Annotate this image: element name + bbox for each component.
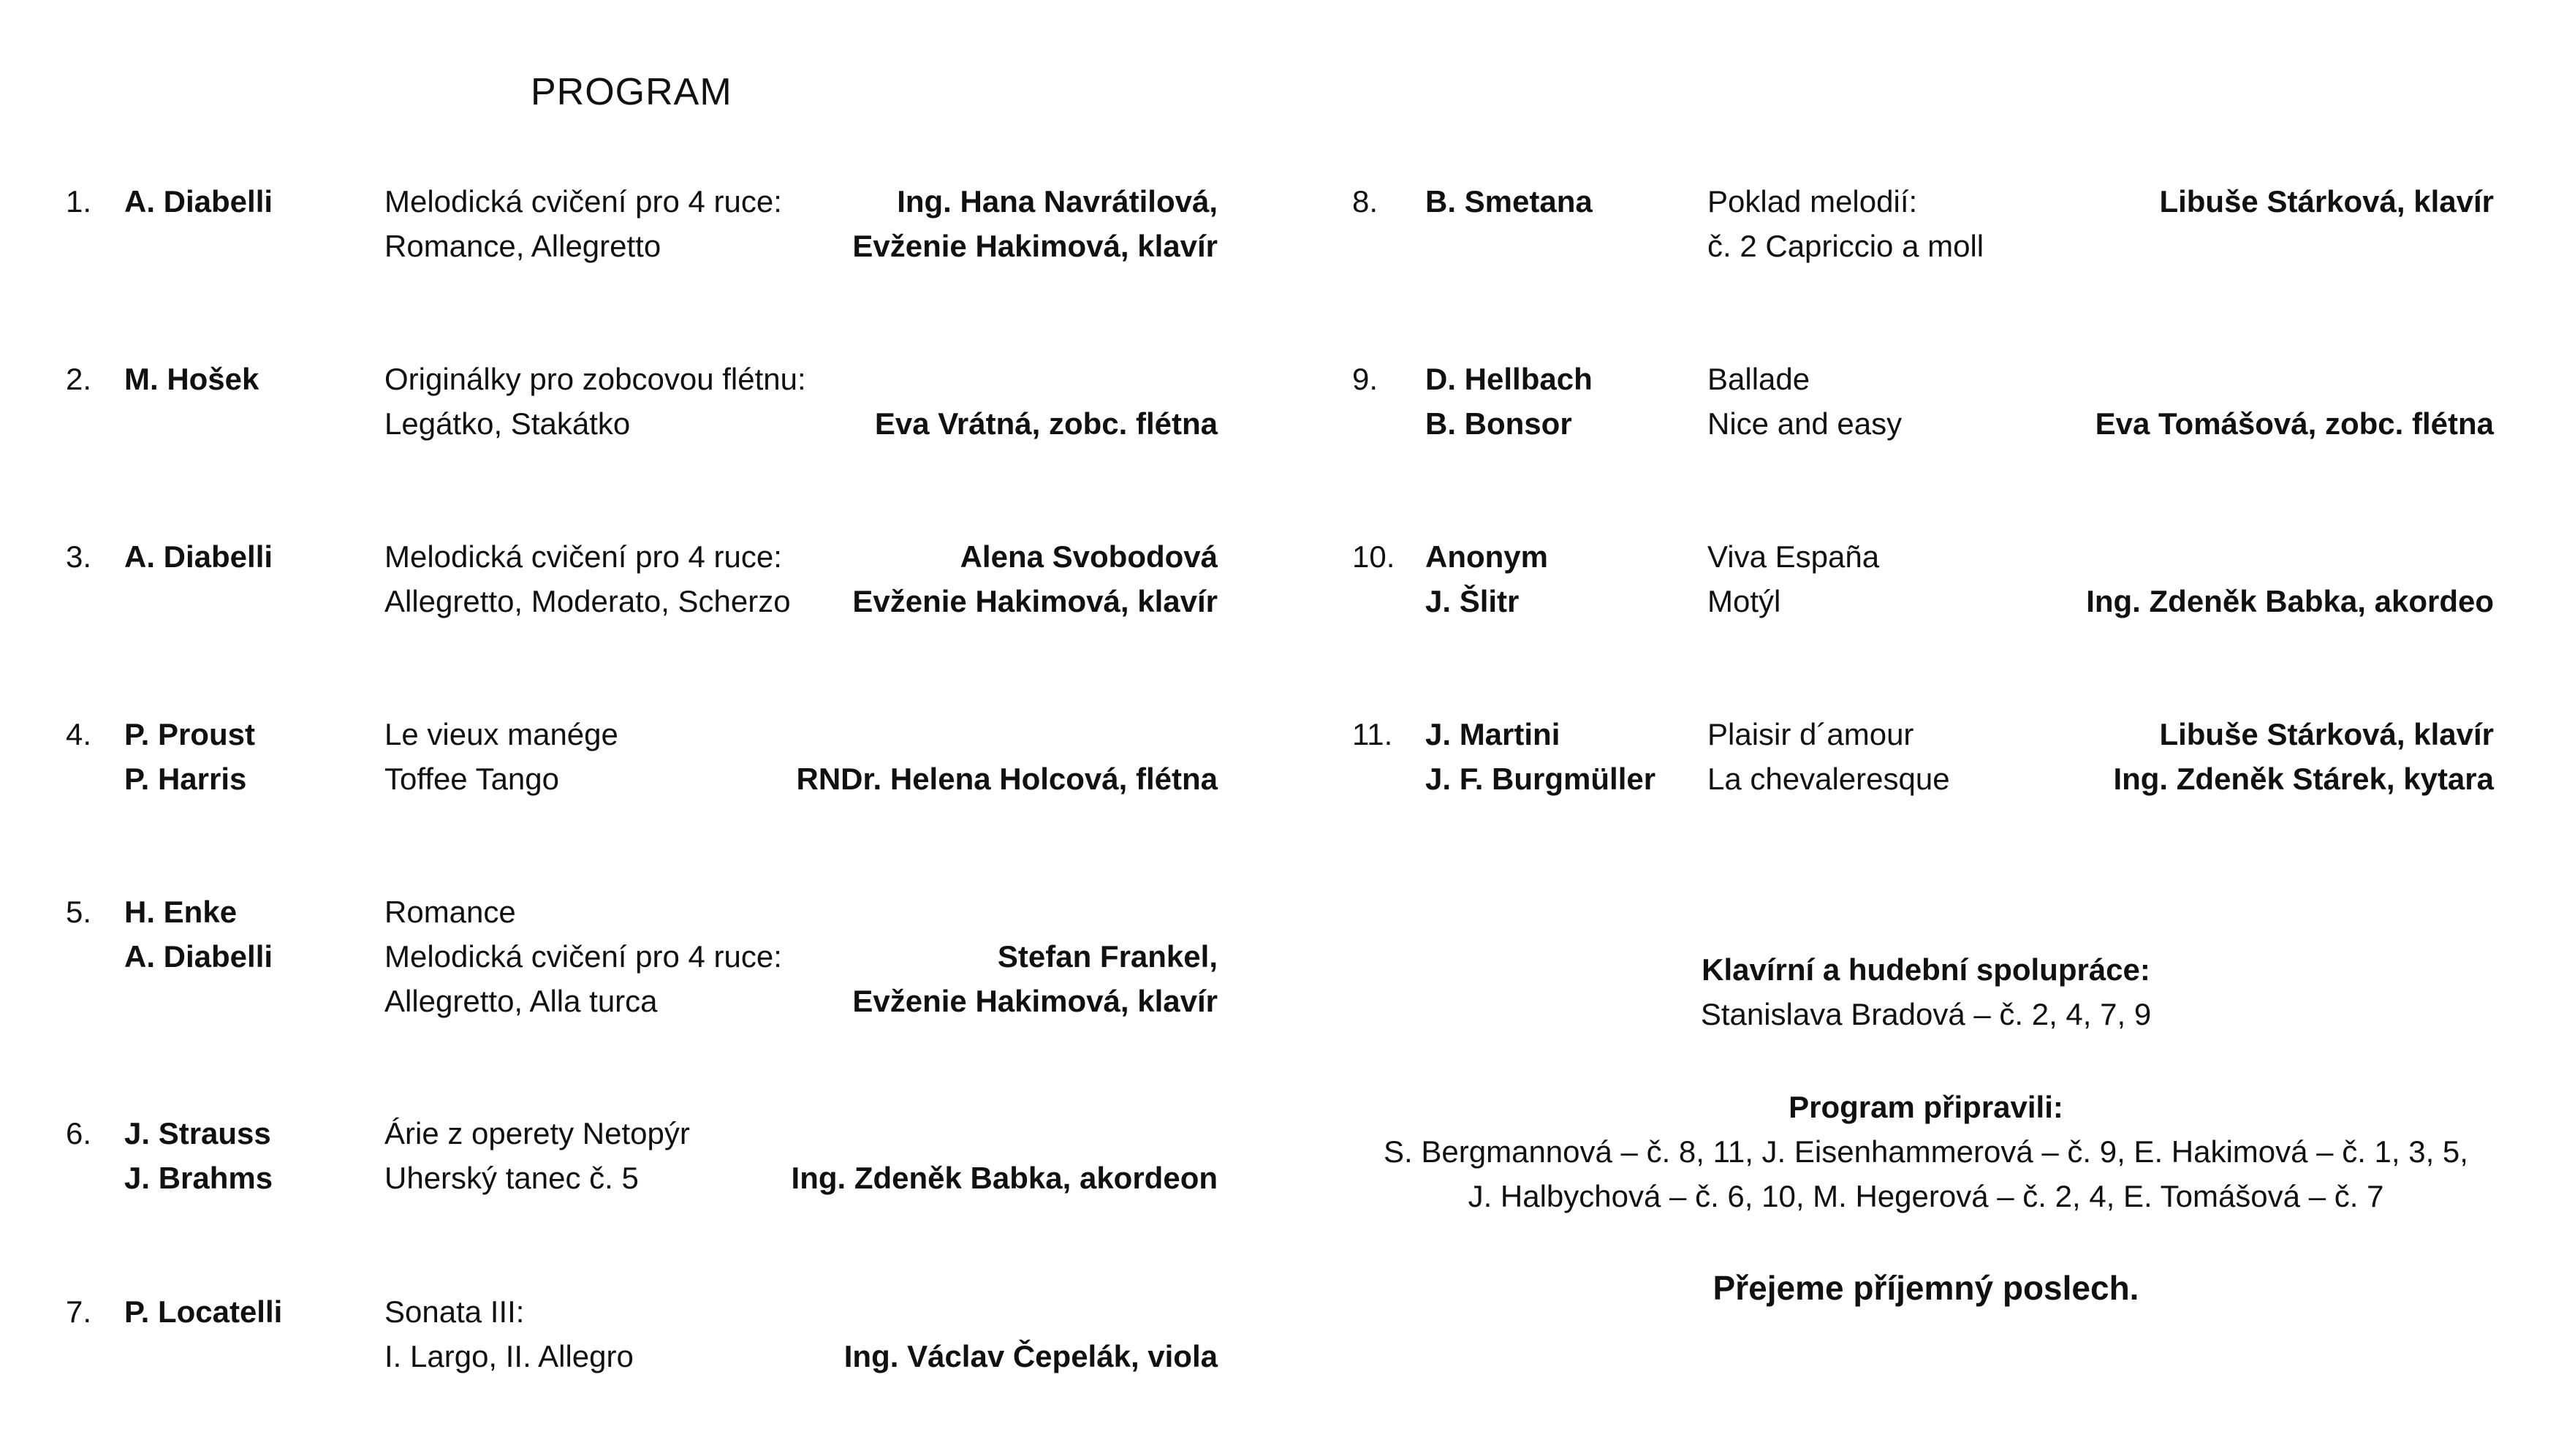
piece: Sonata III: (384, 1294, 525, 1329)
performer: Libuše Stárková, klavír (2159, 184, 2494, 219)
prepared-line-1: S. Bergmannová – č. 8, 11, J. Eisenhammerová – č. 9, E. Hakimová – č. 1, 3, 5, (1384, 1134, 2468, 1169)
piece-column (1707, 179, 1984, 268)
piece: Poklad melodií: (1707, 184, 1918, 219)
composer: A. Diabelli (124, 184, 273, 219)
piece: Uherský tanec č. 5 (384, 1161, 639, 1195)
piece: Originálky pro zobcovou flétnu: (384, 362, 806, 396)
performer-column (2113, 712, 2494, 801)
performer: Alena Svobodová (960, 539, 1218, 574)
composer-column (124, 357, 259, 401)
piece-column (384, 534, 791, 623)
performer-column (2086, 534, 2494, 623)
piece-column (384, 1289, 634, 1379)
composer-column (124, 1111, 273, 1200)
composer: Anonym (1425, 539, 1548, 574)
piece: Melodická cvičení pro 4 ruce: (384, 539, 782, 574)
piece-column (1707, 534, 1879, 623)
piece: Toffee Tango (384, 762, 559, 796)
collaboration-text: Stanislava Bradová – č. 2, 4, 7, 9 (1700, 997, 2152, 1031)
piece-column (384, 712, 618, 801)
performer: Ing. Zdeněk Babka, akordeo (2086, 584, 2494, 618)
performer (797, 712, 1218, 757)
performer-column (2159, 179, 2494, 224)
piece-column (384, 890, 782, 1023)
piece-column (1707, 712, 1950, 801)
piece: Melodická cvičení pro 4 ruce: (384, 184, 782, 219)
program-title: PROGRAM (531, 71, 732, 113)
piece-column (384, 357, 806, 446)
composer: J. Strauss (124, 1116, 271, 1150)
composer-column (1425, 712, 1655, 801)
composer-column (124, 534, 273, 579)
item-number: 11. (1352, 717, 1393, 751)
performer (875, 357, 1218, 401)
performer: Ing. Václav Čepelák, viola (843, 1339, 1218, 1373)
closing-wish: Přejeme příjemný poslech. (1713, 1269, 2139, 1307)
piece: I. Largo, II. Allegro (384, 1339, 634, 1373)
piece: Le vieux manége (384, 717, 618, 751)
performer: Stefan Frankel, (997, 939, 1218, 974)
performer: Ing. Zdeněk Babka, akordeon (791, 1161, 1218, 1195)
performer: Eva Vrátná, zobc. flétna (874, 406, 1218, 441)
composer: A. Diabelli (124, 939, 273, 974)
composer: A. Diabelli (124, 539, 273, 574)
performer: Libuše Stárková, klavír (2159, 717, 2494, 751)
performer: RNDr. Helena Holcová, flétna (796, 762, 1218, 796)
piece: Allegretto, Moderato, Scherzo (384, 584, 791, 618)
composer: D. Hellbach (1425, 362, 1593, 396)
performer: Evženie Hakimová, klavír (852, 584, 1218, 618)
prepared-line-2: J. Halbychová – č. 6, 10, M. Hegerová – č. 2, 4, E. Tomášová – č. 7 (1468, 1179, 2384, 1213)
item-number: 8. (1352, 184, 1378, 219)
composer-column (124, 179, 273, 224)
piece-column (384, 1111, 690, 1200)
item-number: 9. (1352, 362, 1378, 396)
piece: Plaisir d´amour (1707, 717, 1914, 751)
performer-column (852, 179, 1218, 268)
piece: Romance, Allegretto (384, 229, 661, 263)
piece: Melodická cvičení pro 4 ruce: (384, 939, 782, 974)
performer: Eva Tomášová, zobc. flétna (2095, 406, 2494, 441)
performer-column (852, 534, 1218, 623)
composer: B. Smetana (1425, 184, 1593, 219)
composer: B. Bonsor (1425, 406, 1572, 441)
performer-column (792, 1111, 1218, 1200)
performer-column (797, 712, 1218, 801)
piece-column (1707, 357, 1902, 446)
composer-column (1425, 179, 1593, 224)
performer-column (2095, 357, 2494, 446)
performer: Ing. Hana Navrátilová, (897, 184, 1218, 219)
piece: č. 2 Capriccio a moll (1707, 229, 1984, 263)
prepared-block (1374, 1085, 2478, 1218)
performer (852, 890, 1218, 934)
item-number: 6. (66, 1116, 92, 1150)
performer: Ing. Zdeněk Stárek, kytara (2113, 762, 2494, 796)
composer-column (1425, 534, 1548, 623)
piece: Legátko, Stakátko (384, 406, 631, 441)
item-number: 5. (66, 895, 92, 929)
piece: Nice and easy (1707, 406, 1903, 441)
piece: Árie z operety Netopýr (384, 1116, 690, 1150)
composer: J. Šlitr (1425, 584, 1520, 618)
piece: Romance (384, 895, 516, 929)
composer: P. Harris (124, 762, 247, 796)
item-number: 2. (66, 362, 92, 396)
composer: J. F. Burgmüller (1425, 762, 1656, 796)
composer: P. Locatelli (124, 1294, 283, 1329)
piece: La chevaleresque (1707, 762, 1950, 796)
item-number: 3. (66, 539, 92, 574)
prepared-heading: Program připravili: (1789, 1090, 2063, 1124)
performer-column (852, 890, 1218, 1023)
composer: P. Proust (124, 717, 255, 751)
performer-column (875, 357, 1218, 446)
piece-column (384, 179, 782, 268)
performer (792, 1111, 1218, 1156)
composer: M. Hošek (124, 362, 259, 396)
performer (2095, 357, 2494, 401)
performer-column (844, 1289, 1218, 1379)
piece: Viva España (1707, 539, 1880, 574)
composer-column (124, 890, 273, 979)
performer: Evženie Hakimová, klavír (852, 229, 1218, 263)
piece: Allegretto, Alla turca (384, 984, 658, 1018)
piece: Ballade (1707, 362, 1810, 396)
item-number: 10. (1352, 539, 1395, 574)
composer: H. Enke (124, 895, 238, 929)
performer (844, 1289, 1218, 1334)
composer-column (124, 712, 255, 801)
collaboration-block (1374, 947, 2478, 1036)
item-number: 1. (66, 184, 92, 219)
composer: J. Brahms (124, 1161, 273, 1195)
piece: Motýl (1707, 584, 1781, 618)
composer: J. Martini (1425, 717, 1560, 751)
item-number: 7. (66, 1294, 92, 1329)
performer (2086, 534, 2494, 579)
performer: Evženie Hakimová, klavír (852, 984, 1218, 1018)
collaboration-heading: Klavírní a hudební spolupráce: (1702, 952, 2150, 987)
composer-column (1425, 357, 1593, 446)
composer-column (124, 1289, 282, 1334)
item-number: 4. (66, 717, 92, 751)
